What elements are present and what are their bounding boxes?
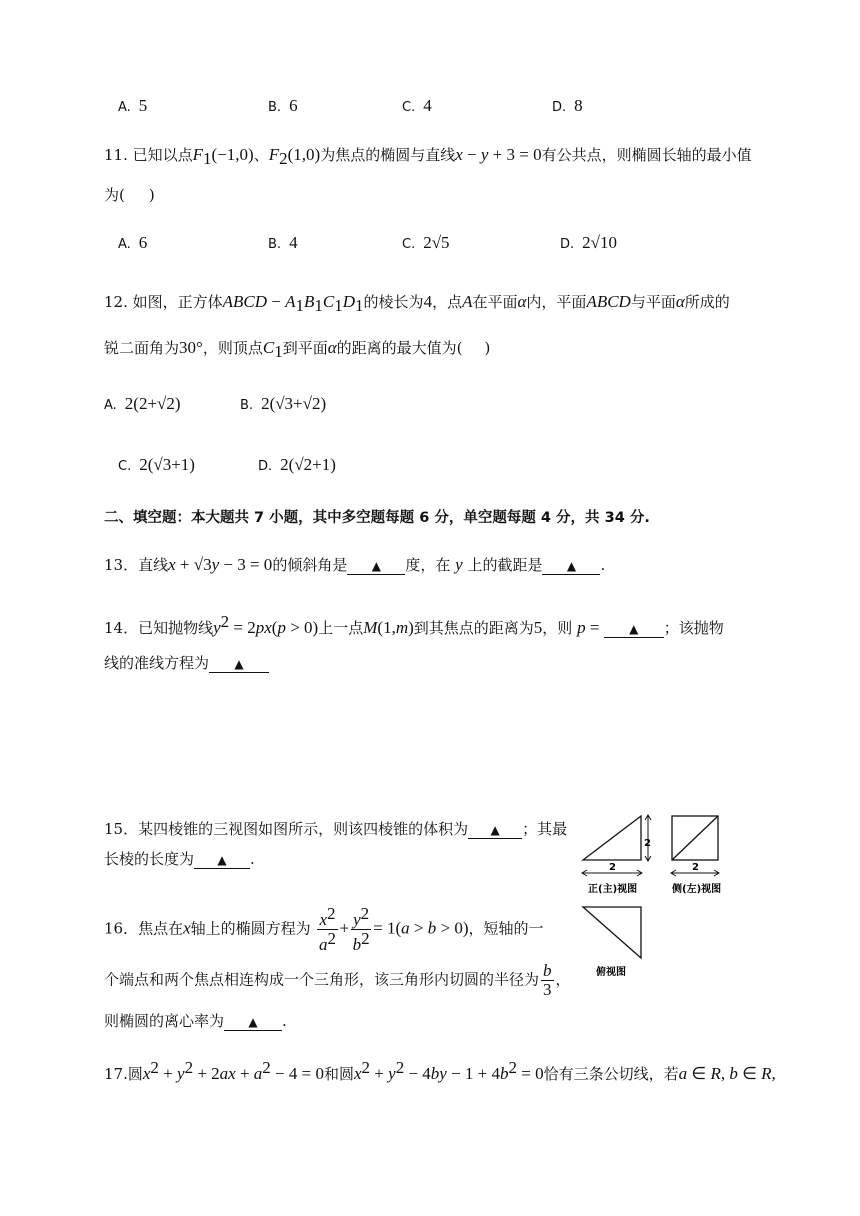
q11-option-c: C. 2√5 xyxy=(402,233,450,252)
q15-line2: 长棱的长度为 ▲ . xyxy=(104,850,255,868)
front-view-label: 正(主)视图 xyxy=(588,884,638,895)
q15-blank-1: ▲ xyxy=(468,821,522,839)
side-view xyxy=(672,816,718,860)
top-view-label: 俯视图 xyxy=(596,967,626,978)
q16-blank: ▲ xyxy=(224,1013,282,1031)
front-height-label: 2 xyxy=(644,838,651,849)
front-width-label: 2 xyxy=(609,862,616,873)
q16-line2: 个端点和两个焦点相连构成一个三角形，该三角形内切圆的半径为 $\frac{b}{3}$ ， xyxy=(104,961,571,999)
q14-line1: 14．已知抛物线$y^2 = 2px(p > 0)$上一点M(1,m)到其焦点的距离为5，则 p = ▲ ；该抛物 xyxy=(104,612,724,637)
section-heading-fill-blank: 二、填空题：本大题共 7 小题，其中多空题每题 6 分，单空题每题 4 分，共 34 分. xyxy=(104,510,650,526)
q12-line2: 锐二面角为30°，则顶点$C_1$到平面α的距离的最大值为( ) xyxy=(104,338,491,361)
q16-line3: 则椭圆的离心率为 ▲ . xyxy=(104,1012,287,1030)
q11-line2: 为( ) xyxy=(104,186,155,204)
q11-option-a: A. 6 xyxy=(118,233,148,252)
q12-option-c: C. 2(√3+1) xyxy=(118,455,195,474)
q12-option-b: B. 2(√3+√2) xyxy=(240,394,327,413)
q12-option-d: D. 2(√2+1) xyxy=(258,455,336,474)
q13-blank-1: ▲ xyxy=(347,557,405,575)
side-width-label: 2 xyxy=(692,862,699,873)
q14-line2: 线的准线方程为 ▲ xyxy=(104,652,269,673)
q11-option-b: B. 4 xyxy=(268,233,298,252)
three-view-figure xyxy=(578,810,728,990)
q12-line1: 12. 如图，正方体ABCD − $A_1B_1C_1D_1$的棱长为4，点A在平面α内，平面ABCD与平面α所成的 xyxy=(104,292,730,315)
q10-option-b: B. 6 xyxy=(268,96,298,115)
q10-option-c: C. 4 xyxy=(402,96,432,115)
q14-blank-1: ▲ xyxy=(604,620,664,638)
side-view-label: 侧(左)视图 xyxy=(672,884,722,895)
top-view xyxy=(583,907,641,958)
front-view xyxy=(583,816,641,860)
q10-option-a: A. 5 xyxy=(118,96,148,115)
q14-blank-2: ▲ xyxy=(209,655,269,673)
q13: 13．直线x + √3y − 3 = 0的倾斜角是 ▲ 度，在 y 上的截距是 ▲ . xyxy=(104,555,606,574)
q17-line1: 17.圆$x^2 + y^2 + 2ax + a^2 - 4 = 0$和圆$x^2 + y^2 - 4by - 1 + 4b^2 = 0$恰有三条公切线，若a ∈ R, b ∈ R, xyxy=(104,1058,776,1083)
q15-blank-2: ▲ xyxy=(194,851,250,869)
q16-line1: 16．焦点在x轴上的椭圆方程为 $\frac{x^2}{a^2}$ + $\frac{y^2}{b^2}$ = 1(a > b > 0)，短轴的一 xyxy=(104,904,544,954)
q12-option-a: A. 2(2+√2) xyxy=(104,394,181,413)
q11-option-d: D. 2√10 xyxy=(560,233,617,252)
q13-blank-2: ▲ xyxy=(542,557,600,575)
q15-line1: 15．某四棱锥的三视图如图所示，则该四棱锥的体积为 ▲ ；其最 xyxy=(104,820,568,838)
q11-line1: 11. 已知以点$F_1(-1,0)$、$F_2(1,0)$为焦点的椭圆与直线x − y + 3 = 0有公共点，则椭圆长轴的最小值 xyxy=(104,145,752,168)
q10-option-d: D. 8 xyxy=(552,96,583,115)
